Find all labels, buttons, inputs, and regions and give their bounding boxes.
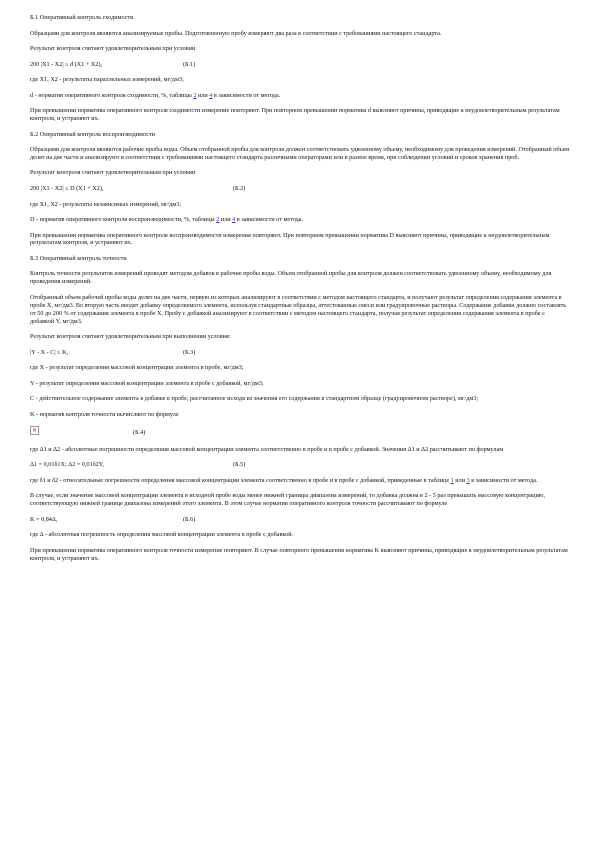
paragraph: Y - результат определения массовой концентрации элемента в пробе с добавкой, мг/дм3; <box>30 379 264 387</box>
text: в зависимости от метода. <box>469 476 538 484</box>
table-link[interactable]: 4 <box>209 91 213 99</box>
section-title-b2: Б.2 Оперативный контроль воспроизводимости <box>30 130 155 138</box>
paragraph: Результат контроля считают удовлетворительным при условии <box>30 169 196 177</box>
text: или <box>453 476 467 484</box>
paragraph: Образцами для контроля являются анализируемые пробы. Подготовленную пробу измеряют два раза в соответствии с требованиями настоящего стандарта. <box>30 29 442 37</box>
paragraph <box>30 216 570 224</box>
broken-image-icon: × <box>31 427 38 435</box>
paragraph: Отобранный объем рабочей пробы воды делят на две части, первую из которых анализируют в соответствии с методом настоящего стандарта, и получают результат определения содержания элемента в пробе Х, мг/дм3. Во вторую часть вводят добавку определяемого элемента, используя стандартные образцы, аттестованные смеси или градуировочные растворы. Содержание добавки должно составлять от 50 до 200 % от содержания элемента в пробе Х. Пробу с добавкой анализируют в соответствии с методом настоящего стандарта, получая результат определения содержания элемента в пробе с добавкой Y, мг/дм3. <box>30 293 567 325</box>
paragraph: где Δ - абсолютная погрешность определения массовой концентрации элемента в пробе с добавкой. <box>30 531 294 539</box>
formula-b6 <box>30 516 570 524</box>
paragraph <box>30 477 570 485</box>
paragraph <box>30 92 570 100</box>
formula-number: (Б.2) <box>233 184 246 192</box>
text: в зависимости от метода. <box>212 91 281 99</box>
text: или <box>219 216 233 223</box>
formula-b3 <box>30 349 570 357</box>
formula-text: 200 |Х1 - Х2| ≤ D (Х1 + Х2), <box>30 184 104 192</box>
formula-number: (Б.3) <box>183 348 196 356</box>
section-title-b1: Б.1 Оперативный контроль сходимости <box>30 14 134 21</box>
formula-text: K = 0,84Δ, <box>30 515 58 523</box>
formula-b5 <box>30 461 570 469</box>
paragraph: При превышении норматива оперативного контроля сходимости измерение повторяют. При повторном превышении норматива d выясняют причины, приводящие к неудовлетворительным результатам контроля, и устраняют их. <box>30 107 560 122</box>
text: или <box>196 91 210 99</box>
paragraph: где Х - результат определения массовой концентрации элемента в пробе, мг/дм3; <box>30 364 244 372</box>
text: в зависимости от метода. <box>235 216 304 223</box>
formula-b4 <box>30 426 570 438</box>
formula-number: (Б.4) <box>133 429 146 437</box>
paragraph: Образцами для контроля являются рабочие пробы воды. Объем отобранной пробы для контроля должен соответствовать удвоенному объему, необходимому для проведения измерений. Отобранный объем делят на две части и анализируют в соответствии с требованиями настоящего стандарта различными операторами или в разное время, при соблюдении условий и сроков хранения проб. <box>30 146 570 161</box>
paragraph: где Х1, Х2 - результаты независимых измерений, мг/дм3; <box>30 200 182 208</box>
table-link[interactable]: 4 <box>232 216 236 223</box>
paragraph: где Δ1 и Δ2 - абсолютные погрешности определения массовой концентрации элемента соответственно в пробе и в пробе с добавкой. Значения Δ1 и Δ2 рассчитывают по формулам <box>30 445 504 453</box>
table-link[interactable]: 3 <box>466 476 470 484</box>
paragraph: Контроль точности результатов измерений проводят методом добавок в рабочие пробы воды. Объем отобранной пробы для контроля должен соответствовать удвоенному объему, необходимому для проведения измерений. <box>30 270 552 286</box>
text: D - норматив оперативного контроля воспроизводимости, %, таблицы <box>30 216 217 223</box>
formula-text: 200 |Х1 - Х2| ≤ d (Х1 + Х2), <box>30 60 103 68</box>
table-link[interactable]: 2 <box>216 216 220 223</box>
table-link[interactable]: 2 <box>193 91 197 99</box>
table-link[interactable]: 1 <box>450 476 454 484</box>
formula-text: |Y - Х - С| ≤ K, <box>30 348 69 356</box>
formula-b2 <box>30 185 570 193</box>
section-title-b3: Б.3 Оперативный контроль точности <box>30 254 127 262</box>
formula-text: Δ1 = 0,01δ1Х; Δ2 = 0,01δ2Y, <box>30 461 104 469</box>
formula-number: (Б.6) <box>183 515 196 523</box>
paragraph: K - норматив контроля точности вычисляют по формуле <box>30 410 179 418</box>
formula-number: (Б.1) <box>183 60 196 68</box>
paragraph: В случае, если значение массовой концентрации элемента в исходной пробе воды менее нижней границы диапазона измерений, то добавка должна в 2 - 5 раз превышать массовую концентрацию, соответствующую нижней границе диапазона измерений этого элемента. В этом случае норматив оперативного контроля точности рассчитывают по формуле <box>30 492 545 508</box>
paragraph: Результат контроля считают удовлетворительным при условии <box>30 45 196 52</box>
paragraph: С - действительное содержание элемента в добавке к пробе, рассчитанное исходя из значения его содержания в стандартном образце (градуировочном растворе), мг/дм3; <box>30 395 479 403</box>
formula-b1 <box>30 61 570 69</box>
text: d - норматив оперативного контроля сходимости, %, таблицы <box>30 91 194 99</box>
text: где δ1 и δ2 - относительные погрешности определения массовой концентрации элемента соответственно в пробе и в пробе с добавкой, приведенные в таблице <box>30 476 451 484</box>
paragraph: Результат контроля считают удовлетворительным при выполнении условия: <box>30 333 231 341</box>
paragraph: При превышении норматива оперативного контроля воспроизводимости измерения повторяют. При повторном превышении норматива D выясняют причины, приводящие к неудовлетворительным результатам контроля, и устраняют их. <box>30 231 550 247</box>
document-body <box>30 14 570 570</box>
paragraph: При превышении норматива оперативного контроля точности измерение повторяют. В случае повторного превышения норматива K выясняют причины, приводящие к неудовлетворительным результатам контроля, и устраняют их. <box>30 546 568 562</box>
formula-number: (Б.5) <box>233 461 246 469</box>
paragraph: где Х1, Х2 - результаты параллельных измерений, мг/дм3; <box>30 76 184 84</box>
